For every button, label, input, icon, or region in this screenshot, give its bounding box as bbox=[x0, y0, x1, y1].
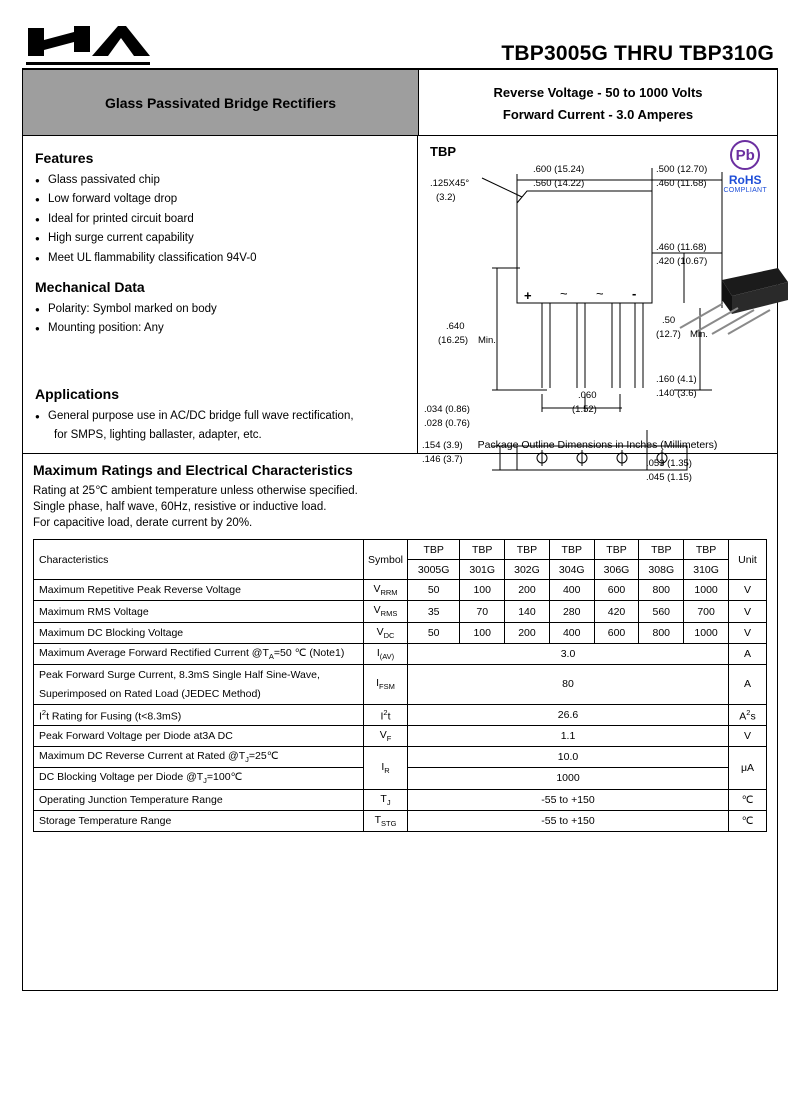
row-value: -55 to +150 bbox=[408, 810, 729, 831]
table-row bbox=[34, 726, 767, 747]
dim-base-height-1: .154 (3.9) bbox=[422, 440, 463, 451]
header-part-number: 302G bbox=[505, 560, 550, 580]
header-part-prefix: TBP bbox=[684, 540, 729, 560]
header-part-prefix: TBP bbox=[549, 540, 594, 560]
row-value: 700 bbox=[684, 601, 729, 622]
ratings-section bbox=[22, 454, 778, 990]
row-characteristic: Peak Forward Surge Current, 8.3mS Single Half Sine-Wave, bbox=[34, 664, 364, 684]
table-header-row-1 bbox=[34, 540, 767, 560]
table-row bbox=[34, 580, 767, 601]
row-value: 280 bbox=[549, 601, 594, 622]
row-value: 10.0 bbox=[408, 747, 729, 768]
row-characteristic: Maximum DC Reverse Current at Rated $@T_J=25℃$ bbox=[34, 747, 364, 768]
pb-free-icon: Pb bbox=[730, 140, 760, 170]
row-symbol: $V_{RMS}$ bbox=[364, 601, 408, 622]
header-part-number: 301G bbox=[460, 560, 505, 580]
header-part-prefix: TBP bbox=[408, 540, 460, 560]
row-unit: V bbox=[729, 601, 767, 622]
ratings-note-1: Rating at 25℃ ambient temperature unless otherwise specified. bbox=[33, 485, 358, 498]
header-part-number: 3005G bbox=[408, 560, 460, 580]
row-value: 600 bbox=[594, 622, 639, 643]
package-caption: Package Outline Dimensions in Inches (Millimeters) bbox=[477, 439, 718, 452]
mechanical-list bbox=[35, 302, 405, 336]
package-3d-view bbox=[680, 268, 788, 334]
row-unit: V bbox=[729, 622, 767, 643]
row-symbol: $V_{RRM}$ bbox=[364, 580, 408, 601]
dim-top-right-1: .500 (12.70) bbox=[656, 164, 708, 175]
dim-right-min-1: .50 bbox=[662, 315, 676, 326]
row-characteristic: Storage Temperature Range bbox=[34, 810, 364, 831]
title-band bbox=[22, 70, 778, 136]
dim-base-height-2: .146 (3.7) bbox=[422, 454, 463, 465]
ratings-heading: Maximum Ratings and Electrical Characteristics bbox=[33, 462, 353, 479]
row-characteristic-2: DC Blocking Voltage per Diode $@T_J=100℃$ bbox=[34, 768, 364, 789]
header-unit: Unit bbox=[729, 540, 767, 580]
dim-pin-space-2: (1.52) bbox=[572, 404, 597, 415]
table-row bbox=[34, 704, 767, 726]
applications-heading: Applications bbox=[35, 385, 120, 402]
row-symbol: $T_{STG}$ bbox=[364, 810, 408, 831]
forward-current-summary: Forward Current - 3.0 Amperes bbox=[502, 107, 694, 122]
page-title: TBP3005G THRU TBP310G bbox=[501, 42, 774, 65]
table-row bbox=[34, 810, 767, 831]
row-symbol: $I^2t$ bbox=[364, 704, 408, 726]
row-value: 420 bbox=[594, 601, 639, 622]
dim-base-thick-2: .045 (1.15) bbox=[646, 472, 692, 483]
dim-pin-space-1: .060 bbox=[578, 390, 597, 401]
list-item: ● Mounting position: Any bbox=[35, 321, 405, 335]
header-part-number: 304G bbox=[549, 560, 594, 580]
dim-pin-pitch-1: .160 (4.1) bbox=[656, 374, 697, 385]
row-value: 50 bbox=[408, 580, 460, 601]
row-characteristic: Maximum RMS Voltage bbox=[34, 601, 364, 622]
row-value: 100 bbox=[460, 580, 505, 601]
header-part-prefix: TBP bbox=[639, 540, 684, 560]
list-item: for SMPS, lighting ballaster, adapter, etc. bbox=[54, 429, 262, 441]
table-row bbox=[34, 747, 767, 768]
dim-lead-length-min: Min. bbox=[478, 335, 496, 346]
dim-right-min-2: (12.7) bbox=[656, 329, 681, 340]
row-value: 70 bbox=[460, 601, 505, 622]
row-value: 1.1 bbox=[408, 726, 729, 747]
dim-pin-pitch-2: .140 (3.6) bbox=[656, 388, 697, 399]
row-characteristic: Maximum Repetitive Peak Reverse Voltage bbox=[34, 580, 364, 601]
package-drawing bbox=[418, 136, 777, 483]
row-value: 50 bbox=[408, 622, 460, 643]
rohs-label: RoHS bbox=[728, 173, 762, 187]
list-item: ● Glass passivated chip bbox=[35, 173, 405, 187]
specs-text-column bbox=[23, 136, 418, 453]
table-row bbox=[34, 601, 767, 622]
row-symbol: $V_{DC}$ bbox=[364, 622, 408, 643]
row-value: 26.6 bbox=[408, 704, 729, 726]
list-item: ● Polarity: Symbol marked on body bbox=[35, 302, 405, 316]
page-footer-space bbox=[33, 832, 767, 982]
header-part-number: 310G bbox=[684, 560, 729, 580]
header-part-prefix: TBP bbox=[460, 540, 505, 560]
row-characteristic: Maximum DC Blocking Voltage bbox=[34, 622, 364, 643]
row-characteristic-2: Superimposed on Rated Load (JEDEC Method) bbox=[34, 684, 364, 704]
list-item: ● Ideal for printed circuit board bbox=[35, 212, 405, 226]
dim-lead-length-2: (16.25) bbox=[438, 335, 469, 346]
header-part-number: 308G bbox=[639, 560, 684, 580]
dim-right-height-1: .460 (11.68) bbox=[656, 242, 707, 253]
row-value: 140 bbox=[505, 601, 550, 622]
row-value: 1000 bbox=[684, 622, 729, 643]
row-unit: V bbox=[729, 580, 767, 601]
row-symbol: $I_R$ bbox=[364, 747, 408, 789]
applications-list bbox=[35, 409, 405, 443]
row-characteristic: Operating Junction Temperature Range bbox=[34, 789, 364, 810]
mechanical-heading: Mechanical Data bbox=[35, 278, 145, 295]
row-value: 800 bbox=[639, 580, 684, 601]
reverse-voltage-summary: Reverse Voltage - 50 to 1000 Volts bbox=[493, 85, 703, 100]
ratings-summary bbox=[418, 70, 777, 135]
row-value: 200 bbox=[505, 580, 550, 601]
row-value-2: 1000 bbox=[408, 768, 729, 789]
polarity-minus: - bbox=[632, 286, 637, 301]
dim-pin-width-1: .034 (0.86) bbox=[424, 404, 470, 415]
header-part-prefix: TBP bbox=[505, 540, 550, 560]
row-characteristic: Maximum Average Forward Rectified Current $@T_A=50$ ℃ (Note1) bbox=[34, 643, 364, 664]
rohs-compliant-label: COMPLIANT bbox=[723, 187, 767, 194]
page-header bbox=[22, 18, 778, 66]
row-value: 400 bbox=[549, 580, 594, 601]
features-list bbox=[35, 173, 405, 265]
list-item: ● Low forward voltage drop bbox=[35, 192, 405, 206]
row-unit: $A^2s$ bbox=[729, 704, 767, 726]
dim-top-right-2: .460 (11.68) bbox=[656, 178, 707, 189]
company-logo bbox=[22, 22, 152, 66]
package-name: TBP bbox=[430, 144, 456, 159]
dim-lead-length-1: .640 bbox=[446, 321, 465, 332]
list-item: ● General purpose use in AC/DC bridge full wave rectification, bbox=[35, 409, 405, 423]
table-row bbox=[34, 664, 767, 684]
product-family-label: Glass Passivated Bridge Rectifiers bbox=[23, 70, 418, 135]
ratings-note-2: Single phase, half wave, 60Hz, resistive or inductive load. bbox=[33, 501, 327, 514]
row-value: -55 to +150 bbox=[408, 789, 729, 810]
header-characteristics: Characteristics bbox=[34, 540, 364, 580]
dim-right-height-2: .420 (10.67) bbox=[656, 256, 708, 267]
row-value: 600 bbox=[594, 580, 639, 601]
table-row bbox=[34, 643, 767, 664]
dim-base-thick-1: .053 (1.35) bbox=[646, 458, 692, 469]
header-part-number: 306G bbox=[594, 560, 639, 580]
row-value: 3.0 bbox=[408, 643, 729, 664]
dim-pin-width-2: .028 (0.76) bbox=[424, 418, 470, 429]
polarity-ac1: ~ bbox=[560, 286, 568, 301]
row-value: 80 bbox=[408, 664, 729, 704]
features-heading: Features bbox=[35, 150, 94, 166]
row-value: 200 bbox=[505, 622, 550, 643]
row-value: 400 bbox=[549, 622, 594, 643]
list-item: ● High surge current capability bbox=[35, 231, 405, 245]
polarity-plus: + bbox=[524, 288, 532, 303]
row-unit: A bbox=[729, 643, 767, 664]
header-part-prefix: TBP bbox=[594, 540, 639, 560]
row-characteristic: Peak Forward Voltage per Diode at3A DC bbox=[34, 726, 364, 747]
table-row bbox=[34, 789, 767, 810]
row-unit: ℃ bbox=[729, 810, 767, 831]
row-unit: A bbox=[729, 664, 767, 704]
row-value: 560 bbox=[639, 601, 684, 622]
row-value: 35 bbox=[408, 601, 460, 622]
row-unit: ℃ bbox=[729, 789, 767, 810]
row-value: 800 bbox=[639, 622, 684, 643]
table-row bbox=[34, 622, 767, 643]
dim-chamfer-2: (3.2) bbox=[436, 192, 456, 203]
polarity-ac2: ~ bbox=[596, 286, 604, 301]
row-characteristic: $I^2t$ Rating for Fusing (t<8.3mS) bbox=[34, 704, 364, 726]
row-unit: V bbox=[729, 726, 767, 747]
specifications-table bbox=[33, 539, 767, 831]
list-item: ● Meet UL flammability classification 94V-0 bbox=[35, 251, 405, 265]
dim-chamfer-1: .125X45° bbox=[430, 178, 470, 189]
dim-top-width-2: .560 (14.22) bbox=[533, 178, 585, 189]
dim-right-min-label: Min. bbox=[690, 329, 708, 340]
row-symbol: $I_{(AV)}$ bbox=[364, 643, 408, 664]
row-unit: μA bbox=[729, 747, 767, 789]
row-symbol: $V_F$ bbox=[364, 726, 408, 747]
row-value: 100 bbox=[460, 622, 505, 643]
row-symbol: $I_{FSM}$ bbox=[364, 664, 408, 704]
row-value: 1000 bbox=[684, 580, 729, 601]
row-symbol: $T_J$ bbox=[364, 789, 408, 810]
header-symbol: Symbol bbox=[364, 540, 408, 580]
dim-top-width-1: .600 (15.24) bbox=[533, 164, 585, 175]
ratings-note-3: For capacitive load, derate current by 20%. bbox=[33, 517, 253, 530]
